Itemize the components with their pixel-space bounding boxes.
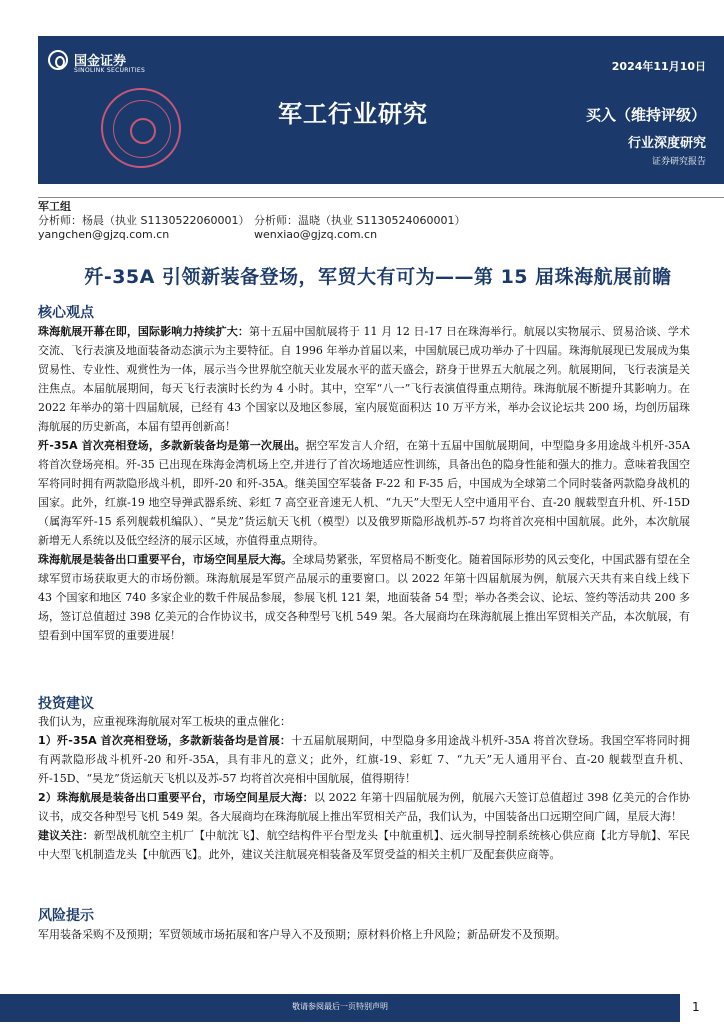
core-p3-text: 全球局势紧张，军贸格局不断变化。随着国际形势的风云变化，中国武器有望在全球军贸市场获取更大的市场份额。珠海航展是军贸产品展示的重要窗口。以 2022 年第十四届航展为例，航展六天共有来自线上线下 43 个国家和地区 740 多家企业的数千件展品参展，参展飞机 121 架，地面装备 54 型；举办各类会议、论坛、签约等活动共 200 多场，签订总值超过 398 亿美元的合作协议书，成交各种型号飞机 549 架。各大展商均在珠海航展上推出军贸相关产品，本次航展，有望看到中国军贸的重要进展！ [38,553,691,642]
rating: 买入（维持评级） [585,106,706,124]
section-risk-title: 风险提示 [38,908,94,924]
risk-section [38,925,690,944]
invest-p2-text: 以 2022 年第十四届航展为例，航展六天签订总值超过 398 亿美元的合作协议书，成交各种型号飞机 549 架。各大展商均在珠海航展上推出军贸相关产品，我们认为，中国装备出口远期空间广阔，星辰大海！ [38,791,690,823]
invest-p3-text: 新型战机航空主机厂【中航沈飞】、航空结构件平台型龙头【中航重机】、远火制导控制系统核心供应商【北方导航】、军民中大型飞机制造龙头【中航西飞】。此外，建议关注航展亮相装备及军贸受益的相关主机厂及配套供应商等。 [38,829,691,861]
invest-p1-heading: 1）歼-35A 首次亮相登场，多款新装备均是首展： [38,734,292,747]
section-invest-title: 投资建议 [38,696,94,712]
logo-en: SINOLINK SECURITIES [74,67,146,74]
report-header [38,36,724,184]
footer-disclaimer[interactable]: 敬请参阅最后一页特别声明 [292,1002,388,1011]
invest-p1-text: 十五届航展期间，中型隐身多用途战斗机歼-35A 将首次登场。我国空军将同时拥有两款隐形战斗机歼-20 和歼-35A，具有非凡的意义；此外，红旗-19、彩虹 7、“九天”无人通用平台、直-20 舰载型直升机、歼-15D、“昊龙”货运航天飞机以及苏-57 均将首次亮相中国航展，值得期待！ [38,734,690,785]
risk-text: 军用装备采购不及预期；军贸领域市场拓展和客户导入不及预期；原材料价格上升风险；新品研发不及预期。 [38,928,566,941]
core-paragraph-3 [38,550,690,645]
invest-p2-heading: 2）珠海航展是装备出口重要平台，市场空间星辰大海： [38,791,314,804]
invest-intro: 我们认为，应重视珠海航展对军工板块的重点催化： [38,715,291,728]
invest-paragraph-3 [38,826,690,864]
invest-p3-heading: 建议关注： [38,829,94,842]
company-logo [48,48,158,76]
report-subtype: 证券研究报告 [651,157,706,167]
logo-icon [48,50,68,70]
analyst-2: 分析师：温晓（执业 S1130524060001） [254,214,466,227]
core-p1-heading: 珠海航展开幕在即，国际影响力持续扩大： [38,325,249,338]
analyst-1: 分析师：杨晨（执业 S1130522060001） [38,214,250,227]
invest-section [38,712,690,864]
analyst-1-email[interactable]: yangchen@gjzq.com.cn [38,228,170,241]
core-section [38,322,690,645]
page-number: 1 [692,1000,700,1014]
core-p2-text: 据空军发言人介绍，在第十五届中国航展期间，中型隐身多用途战斗机歼-35A 将首次登场亮相。歼-35 已出现在珠海金湾机场上空,并进行了首次场地适应性训练，具备出色的隐身性能和强大的推力。意味着我国空军将同时拥有两款隐形战斗机，即歼-20 和歼-35A。继美国空军装备 F-22 和 F-35 后，中国成为全球第二个同时装备两款隐身战机的国家。此外，红旗-19 地空导弹武器系统、彩虹 7 高空亚音速无人机、“九天”大型无人空中通用平台、直-20 舰载型直升机、歼-15D（属海军歼-15 系列舰载机编队）、“昊龙”货运航天飞机（模型）以及俄罗斯隐形战机苏-57 均将首次亮相中国航展。此外，本次航展新增无人系统以及低空经济的展示区域，亦值得重点期待。 [38,439,690,547]
report-type: 行业深度研究 [627,136,706,151]
section-core-title: 核心观点 [38,305,94,321]
core-paragraph-2 [38,436,690,550]
seal-stamp-icon [101,88,181,168]
analyst-block [38,200,688,242]
analyst-group: 军工组 [38,200,71,213]
core-p3-heading: 珠海航展是装备出口重要平台，市场空间星辰大海。 [38,553,293,566]
invest-paragraph-2 [38,788,690,826]
page-title: 军工行业研究 [278,100,428,128]
divider [38,197,724,198]
report-date: 2024年11月10日 [611,60,706,73]
core-p2-heading: 歼-35A 首次亮相登场，多款新装备均是第一次展出。 [38,439,306,452]
core-paragraph-1 [38,322,690,436]
core-p1-text: 第十五届中国航展将于 11 月 12 日-17 日在珠海举行。航展以实物展示、贸易洽谈、学术交流、飞行表演及地面装备动态演示为主要特征。自 1996 年举办首届以来，中国航展已成功举办了十四届。珠海航展现已发展成为集贸易性、专业性、观赏性为一体，展示当今世界航空航天业发展水平的蓝天盛会，跻身于世界五大航展之列。航展期间，飞行表演是关注焦点。本届航展期间，每天飞行表演时长约为 4 小时。其中，空军“八一”飞行表演值得重点期待。珠海航展不断提升其影响力。在 2022 年举办的第十四届航展，已经有 43 个国家以及地区参展，室内展览面积达 10 万平方米，举办会议论坛共 200 场，均创历届珠海航展的历史新高，本届有望再创新高！ [38,325,690,433]
invest-paragraph-1 [38,731,690,788]
logo-cn: 国金证券 [74,54,127,69]
report-title: 歼-35A 引领新装备登场，军贸大有可为——第 15 届珠海航展前瞻 [84,266,672,288]
analyst-2-email[interactable]: wenxiao@gjzq.com.cn [254,228,378,241]
